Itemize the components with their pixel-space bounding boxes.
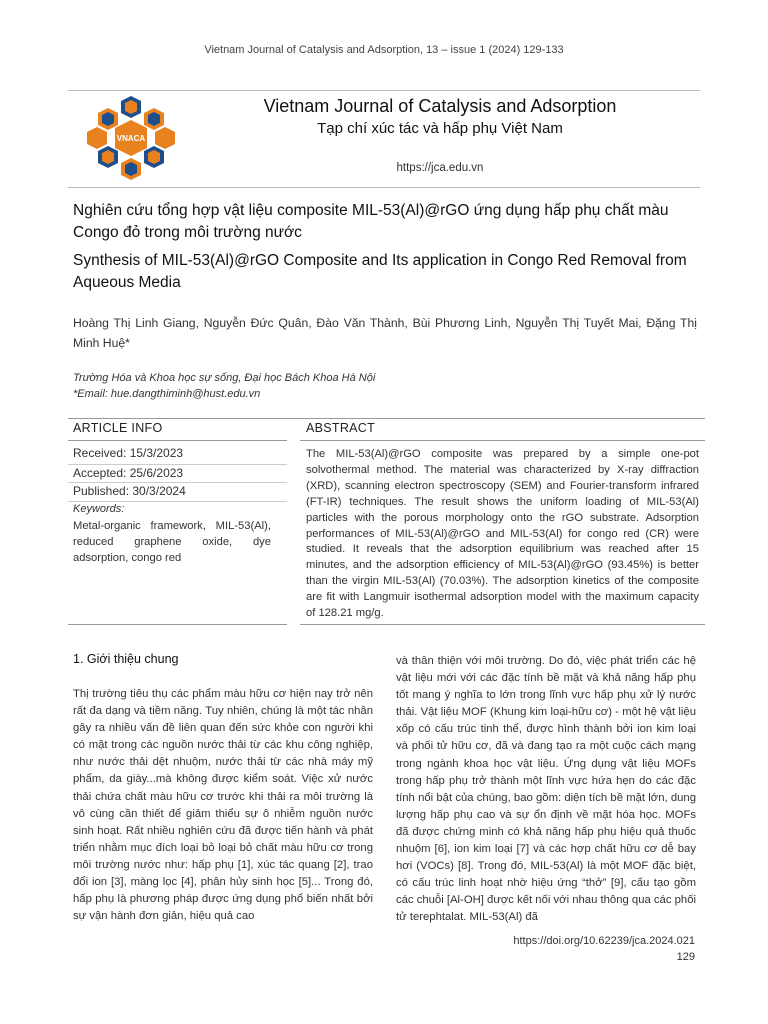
article-title-english: Synthesis of MIL-53(Al)@rGO Composite and Its application in Congo Red Removal from Aqueous Media <box>73 252 687 291</box>
journal-title: Vietnam Journal of Catalysis and Adsorption <box>263 96 617 116</box>
info-divider <box>68 501 287 502</box>
keywords-label: Keywords: <box>73 503 125 515</box>
abstract-bottom-rule <box>300 624 705 625</box>
info-divider <box>68 464 287 465</box>
abstract-rule <box>300 440 705 441</box>
info-divider <box>68 482 287 483</box>
page-number: 129 <box>676 951 695 963</box>
logo-text: VNACA <box>116 134 146 143</box>
journal-subtitle: Tạp chí xúc tác và hấp phụ Việt Nam <box>317 120 563 137</box>
article-info-heading: ARTICLE INFO <box>73 421 163 435</box>
journal-url-link[interactable]: https://jca.edu.vn <box>396 162 484 174</box>
received-date: Received: 15/3/2023 <box>73 446 184 460</box>
affiliation-block <box>73 370 697 402</box>
doi-link[interactable]: https://doi.org/10.62239/jca.2024.021 <box>513 935 695 947</box>
top-rule <box>68 418 705 419</box>
affiliation: Trường Hóa và Khoa học sự sống, Đại học Bách Khoa Hà Nội <box>73 372 376 384</box>
info-bottom-rule <box>68 624 287 625</box>
abstract-heading: ABSTRACT <box>306 421 376 435</box>
intro-column-right: và thân thiện với môi trường. Do đó, việc phát triển các hệ vật liệu mới với các đặc tính bề mặt và khả năng hấp phụ tốt mang ý nghĩa to lớn trong lĩnh vực hấp phụ xử lý nước thải. Vật liệu MOF (Khung kim loại-hữu cơ) - một hệ vật liệu xốp có cấu trúc tinh thể, được hình thành bởi ion kim loại và phối tử hữu cơ, đã và đang tạo ra một cuộc cách mạng trong ngành khoa học vật liệu. Ứng dụng vật liệu MOFs trong hấp phụ trở thành một lĩnh vực hứa hẹn do các đặc tính nổi bật của chúng, bao gồm: diện tích bề mặt lớn, dung lượng hấp phụ cao và sự ổn định về mặt hóa học. MOFs đã được chứng minh có khả năng hấp phụ hiệu quả thuốc nhuộm [6], ion kim loại [7] và các hợp chất hữu cơ dễ bay hơi (VOCs) [8]. Trong đó, MIL-53(Al) là một MOF đặc biệt, có cấu trúc linh hoạt nhờ hiệu ứng “thở” [9], cấu tạo gồm các chuỗi [Al-OH] được kết nối với nhau thông qua các phối tử terephtalat. MIL-53(Al) đã <box>396 655 696 924</box>
section-heading-introduction: 1. Giới thiệu chung <box>73 652 179 666</box>
vnaca-logo <box>84 92 178 184</box>
corresponding-email: *Email: hue.dangthiminh@hust.edu.vn <box>73 388 261 400</box>
published-date: Published: 30/3/2024 <box>73 484 186 498</box>
abstract-text: The MIL-53(Al)@rGO composite was prepared by a simple one-pot solvothermal method. The material was characterized by X-ray diffraction (XRD), scanning electron spectroscopy (SEM) and Fourier-transform infrared (FT-IR) techniques. The result shows the uniform loading of MIL-53(Al) particles with the porous morphology onto the rGO substrate. Adsorption performances of MIL-53(Al)@rGO and MIL-53(Al) for congo red (CR) were studied. It reveals that the adsorption equilibrium was reached after 15 minutes, and the adsorption efficiency of MIL-53(Al)@rGO (93.45%) is better than the virgin MIL-53(Al) (70.03%). The adsorption kinetics of the composite are fit with Langmuir isothermal adsorption model with the maximum capacity of 128.21 mg/g. <box>306 448 699 620</box>
accepted-date: Accepted: 25/6/2023 <box>73 466 184 480</box>
keywords: Metal-organic framework, MIL-53(Al), reduced graphene oxide, dye adsorption, congo red <box>73 520 271 564</box>
article-title-vietnamese: Nghiên cứu tổng hợp vật liệu composite MIL-53(Al)@rGO ứng dụng hấp phụ chất màu Congo đỏ trong môi trường nước <box>73 202 669 241</box>
author-list: Hoàng Thị Linh Giang, Nguyễn Đức Quân, Đào Văn Thành, Bùi Phương Linh, Nguyễn Thị Tuyết Mai, Đặng Thị Minh Huệ* <box>73 316 697 350</box>
intro-column-left: Thị trường tiêu thụ các phẩm màu hữu cơ hiện nay trở nên rất đa dạng và tiềm năng. Tuy nhiên, chúng là một tác nhân gây ra nhiều vấn đề liên quan đến sức khỏe con người khi có mặt trong các nguồn nước thải từ các khu công nghiệp, như nước thải dệt nhuộm, nước thải từ các nhà máy mỹ phẩm, da giày...mà không được kiểm soát. Việc xử nước thải chứa chất màu hữu cơ trước khi thải ra môi trường là vô cùng cần thiết để giảm thiểu sự ô nhiễm nguồn nước sinh hoạt. Rất nhiều nghiên cứu đã được tiến hành và phát triển nhằm mục đích loại bỏ loại bỏ chất màu hữu cơ trong môi trường nước như: hấp phụ [1], xúc tác quang [2], trao đổi ion [3], màng lọc [4], phân hủy sinh học [5]... Trong đó, hấp phụ là phương pháp được ứng dụng phổ biến nhất bởi sự vận hành đơn giản, hiệu quả cao <box>73 688 373 923</box>
info-rule <box>68 440 287 441</box>
running-head: Vietnam Journal of Catalysis and Adsorption, 13 – issue 1 (2024) 129-133 <box>204 44 564 56</box>
